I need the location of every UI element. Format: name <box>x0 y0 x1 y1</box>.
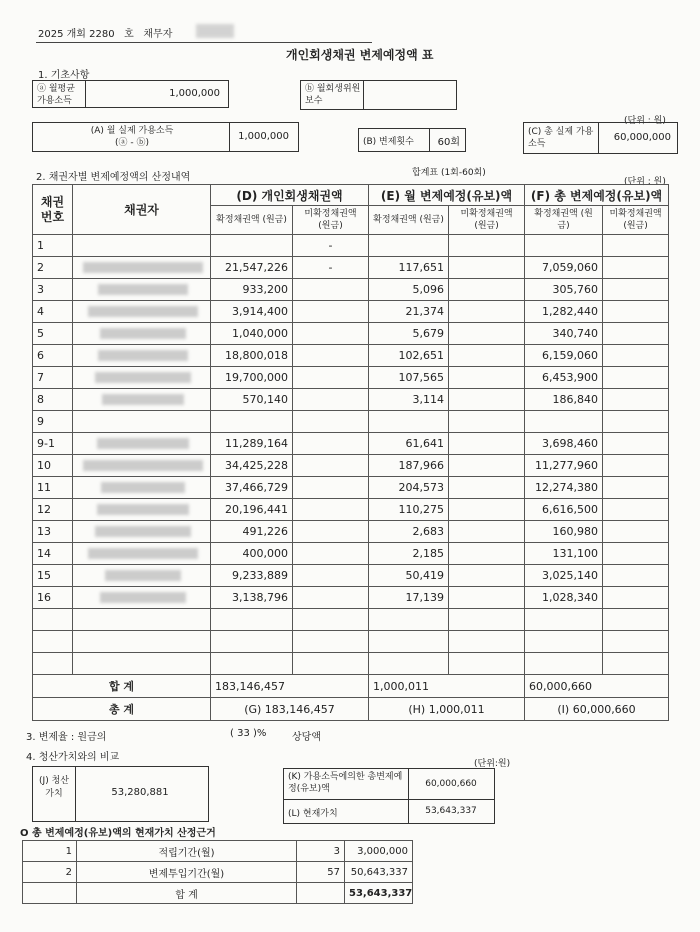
creditor-no: 12 <box>33 499 73 521</box>
f-confirmed: 1,282,440 <box>525 301 603 323</box>
col-creditor-no: 채권 번호 <box>33 185 73 235</box>
e-unconfirmed <box>449 543 525 565</box>
e-confirmed: 3,114 <box>369 389 449 411</box>
f-unconfirmed <box>603 565 669 587</box>
basis-table <box>22 840 413 904</box>
creditor-no: 6 <box>33 345 73 367</box>
unit-label-3: (단위:원) <box>474 759 511 769</box>
f-unconfirmed <box>603 367 669 389</box>
subtotal-d: 183,146,457 <box>211 675 369 698</box>
e-unconfirmed <box>449 367 525 389</box>
f-confirmed: 131,100 <box>525 543 603 565</box>
repayment-rate: ( 33 )% <box>230 728 267 739</box>
document-title: 개인회생채권 변제예정액 표 <box>286 48 434 62</box>
creditor-no: 2 <box>33 257 73 279</box>
e-confirmed: 107,565 <box>369 367 449 389</box>
creditor-no: 7 <box>33 367 73 389</box>
monthly-income-box <box>32 80 229 108</box>
case-number: 2025 개회 2280 호 채무자 <box>38 29 173 40</box>
l-label: (L) 현재가치 <box>288 809 338 819</box>
empty-row <box>33 653 669 675</box>
f-unconfirmed <box>603 301 669 323</box>
d-unconfirmed <box>293 499 369 521</box>
d-unconfirmed <box>293 323 369 345</box>
basis-heading: O 총 변제예정(유보)액의 현재가치 산정근거 <box>20 828 216 839</box>
table-row <box>33 235 669 257</box>
f-unconfirmed <box>603 521 669 543</box>
table-row <box>33 565 669 587</box>
e-unconfirmed <box>449 235 525 257</box>
f-confirmed: 7,059,060 <box>525 257 603 279</box>
basis-no: 1 <box>23 841 77 862</box>
basis-label: 변제투입기간(월) <box>77 862 297 883</box>
f-unconfirmed <box>603 389 669 411</box>
unit-label-1: (단위 : 원) <box>624 116 666 126</box>
creditor-name-redacted <box>73 411 211 433</box>
e-unconfirmed <box>449 279 525 301</box>
d-unconfirmed: - <box>293 257 369 279</box>
summary-note: 합계표 (1회-60회) <box>412 168 486 178</box>
sub-e-confirmed: 확정채권액 (원금) <box>369 206 449 235</box>
d-confirmed: 933,200 <box>211 279 293 301</box>
creditor-no: 8 <box>33 389 73 411</box>
e-unconfirmed <box>449 411 525 433</box>
f-confirmed: 6,159,060 <box>525 345 603 367</box>
creditor-name-redacted <box>73 455 211 477</box>
basis-total-label: 합 계 <box>77 883 297 904</box>
total-h: (H) 1,000,011 <box>369 698 525 721</box>
unit-label-2: (단위 : 원) <box>624 177 666 187</box>
f-confirmed: 186,840 <box>525 389 603 411</box>
creditor-name-redacted <box>73 587 211 609</box>
empty-row <box>33 631 669 653</box>
creditor-name-redacted <box>73 389 211 411</box>
e-unconfirmed <box>449 433 525 455</box>
d-unconfirmed <box>293 433 369 455</box>
table-row <box>33 279 669 301</box>
f-unconfirmed <box>603 323 669 345</box>
total-i: (I) 60,000,660 <box>525 698 669 721</box>
e-confirmed: 117,651 <box>369 257 449 279</box>
d-confirmed: 18,800,018 <box>211 345 293 367</box>
creditor-no: 10 <box>33 455 73 477</box>
box-a <box>32 122 299 152</box>
f-confirmed: 305,760 <box>525 279 603 301</box>
e-confirmed: 2,185 <box>369 543 449 565</box>
creditor-name-redacted <box>73 499 211 521</box>
b-value: 60회 <box>437 137 460 148</box>
f-unconfirmed <box>603 279 669 301</box>
box-c <box>523 122 678 154</box>
creditor-name-redacted <box>73 521 211 543</box>
table-row <box>33 543 669 565</box>
f-unconfirmed <box>603 543 669 565</box>
section3-heading: 3. 변제율 : 원금의 <box>26 732 107 743</box>
creditor-no: 5 <box>33 323 73 345</box>
f-confirmed: 6,453,900 <box>525 367 603 389</box>
creditor-name-redacted <box>73 433 211 455</box>
e-unconfirmed <box>449 587 525 609</box>
creditor-name-redacted <box>73 367 211 389</box>
f-unconfirmed <box>603 433 669 455</box>
d-confirmed: 491,226 <box>211 521 293 543</box>
c-label: (C) 총 실제 가용소득 <box>528 127 594 149</box>
d-unconfirmed <box>293 345 369 367</box>
c-value: 60,000,000 <box>613 132 671 143</box>
creditor-no: 14 <box>33 543 73 565</box>
e-unconfirmed <box>449 455 525 477</box>
e-unconfirmed <box>449 477 525 499</box>
f-confirmed <box>525 411 603 433</box>
creditor-table <box>32 184 669 721</box>
creditor-name-redacted <box>73 477 211 499</box>
creditor-no: 9-1 <box>33 433 73 455</box>
f-unconfirmed <box>603 477 669 499</box>
k-value: 60,000,660 <box>425 779 477 789</box>
basis-label: 적립기간(월) <box>77 841 297 862</box>
e-confirmed <box>369 235 449 257</box>
e-unconfirmed <box>449 499 525 521</box>
sub-f-confirmed: 확정채권액 (원금) <box>525 206 603 235</box>
e-unconfirmed <box>449 257 525 279</box>
d-confirmed: 3,914,400 <box>211 301 293 323</box>
f-unconfirmed <box>603 499 669 521</box>
d-unconfirmed <box>293 455 369 477</box>
box-kl <box>283 768 495 824</box>
a-label: (A) 월 실제 가용소득 <box>90 126 174 136</box>
creditor-name-redacted <box>73 345 211 367</box>
trustee-fee-label: ⓑ 월회생위원 보수 <box>305 84 361 106</box>
col-f: (F) 총 변제예정(유보)액 <box>525 185 669 206</box>
basis-no: 2 <box>23 862 77 883</box>
table-row <box>33 323 669 345</box>
d-confirmed: 19,700,000 <box>211 367 293 389</box>
f-confirmed: 12,274,380 <box>525 477 603 499</box>
creditor-name-redacted <box>73 543 211 565</box>
redacted-debtor-name <box>196 24 234 38</box>
d-unconfirmed <box>293 301 369 323</box>
creditor-name-redacted <box>73 235 211 257</box>
d-unconfirmed <box>293 411 369 433</box>
creditor-name-redacted <box>73 279 211 301</box>
monthly-income-label: ⓐ 월평균 가용소득 <box>37 84 75 106</box>
col-d: (D) 개인회생채권액 <box>211 185 369 206</box>
table-row <box>33 367 669 389</box>
e-unconfirmed <box>449 323 525 345</box>
e-confirmed: 61,641 <box>369 433 449 455</box>
f-unconfirmed <box>603 455 669 477</box>
f-confirmed <box>525 235 603 257</box>
e-unconfirmed <box>449 389 525 411</box>
section2-heading: 2. 채권자별 변제예정액의 산정내역 <box>36 172 191 183</box>
basis-months: 57 <box>297 862 345 883</box>
d-unconfirmed: - <box>293 235 369 257</box>
j-label: (J) 청산 가치 <box>39 776 69 799</box>
sub-d-unconfirmed: 미확정채권액 (원금) <box>293 206 369 235</box>
trustee-fee-box <box>300 80 457 110</box>
table-row <box>33 301 669 323</box>
e-confirmed: 102,651 <box>369 345 449 367</box>
basis-total-amount: 53,643,337 <box>345 883 413 904</box>
f-unconfirmed <box>603 235 669 257</box>
table-row <box>33 499 669 521</box>
basis-row <box>23 841 413 862</box>
e-confirmed: 2,683 <box>369 521 449 543</box>
creditor-no: 1 <box>33 235 73 257</box>
basis-months: 3 <box>297 841 345 862</box>
table-row <box>33 389 669 411</box>
f-confirmed: 6,616,500 <box>525 499 603 521</box>
f-confirmed: 340,740 <box>525 323 603 345</box>
e-confirmed: 5,096 <box>369 279 449 301</box>
d-confirmed: 3,138,796 <box>211 587 293 609</box>
d-confirmed: 20,196,441 <box>211 499 293 521</box>
d-confirmed: 9,233,889 <box>211 565 293 587</box>
f-unconfirmed <box>603 257 669 279</box>
a-formula: (ⓐ - ⓑ) <box>115 138 149 148</box>
d-unconfirmed <box>293 477 369 499</box>
header-rule <box>36 42 372 43</box>
creditor-no: 11 <box>33 477 73 499</box>
box-j <box>32 766 209 822</box>
a-value: 1,000,000 <box>238 131 289 142</box>
d-unconfirmed <box>293 587 369 609</box>
sub-d-confirmed: 확정채권액 (원금) <box>211 206 293 235</box>
basis-amount: 50,643,337 <box>345 862 413 883</box>
f-confirmed: 3,698,460 <box>525 433 603 455</box>
k-label: (K) 가용소득에의한 총변제예정(유보)액 <box>288 772 403 794</box>
f-unconfirmed <box>603 587 669 609</box>
e-unconfirmed <box>449 565 525 587</box>
box-b <box>358 128 466 152</box>
table-row <box>33 455 669 477</box>
d-confirmed: 21,547,226 <box>211 257 293 279</box>
e-confirmed: 50,419 <box>369 565 449 587</box>
creditor-name-redacted <box>73 323 211 345</box>
creditor-no: 9 <box>33 411 73 433</box>
table-row <box>33 257 669 279</box>
f-confirmed: 3,025,140 <box>525 565 603 587</box>
d-unconfirmed <box>293 389 369 411</box>
section1-heading: 1. 기초사항 <box>38 70 90 81</box>
creditor-no: 4 <box>33 301 73 323</box>
table-row <box>33 587 669 609</box>
basis-row <box>23 862 413 883</box>
f-confirmed: 11,277,960 <box>525 455 603 477</box>
sub-f-unconfirmed: 미확정채권액 (원금) <box>603 206 669 235</box>
table-row <box>33 345 669 367</box>
table-row <box>33 411 669 433</box>
e-unconfirmed <box>449 521 525 543</box>
table-row <box>33 433 669 455</box>
d-confirmed: 34,425,228 <box>211 455 293 477</box>
section4-heading: 4. 청산가치와의 비교 <box>26 752 120 763</box>
creditor-no: 3 <box>33 279 73 301</box>
d-confirmed <box>211 235 293 257</box>
subtotal-e: 1,000,011 <box>369 675 525 698</box>
col-e: (E) 월 변제예정(유보)액 <box>369 185 525 206</box>
d-confirmed: 400,000 <box>211 543 293 565</box>
total-g: (G) 183,146,457 <box>211 698 369 721</box>
l-value: 53,643,337 <box>425 806 477 816</box>
subtotal-label: 합 계 <box>33 675 211 698</box>
e-confirmed: 204,573 <box>369 477 449 499</box>
monthly-income-value: 1,000,000 <box>169 88 220 99</box>
d-confirmed: 570,140 <box>211 389 293 411</box>
empty-row <box>33 609 669 631</box>
d-unconfirmed <box>293 521 369 543</box>
basis-amount: 3,000,000 <box>345 841 413 862</box>
creditor-no: 15 <box>33 565 73 587</box>
e-confirmed: 5,679 <box>369 323 449 345</box>
d-unconfirmed <box>293 543 369 565</box>
d-unconfirmed <box>293 565 369 587</box>
d-confirmed: 1,040,000 <box>211 323 293 345</box>
d-unconfirmed <box>293 279 369 301</box>
d-unconfirmed <box>293 367 369 389</box>
e-confirmed: 187,966 <box>369 455 449 477</box>
total-label: 총 계 <box>33 698 211 721</box>
f-unconfirmed <box>603 345 669 367</box>
e-confirmed <box>369 411 449 433</box>
f-confirmed: 1,028,340 <box>525 587 603 609</box>
f-unconfirmed <box>603 411 669 433</box>
sub-e-unconfirmed: 미확정채권액 (원금) <box>449 206 525 235</box>
d-confirmed <box>211 411 293 433</box>
subtotal-f: 60,000,660 <box>525 675 669 698</box>
e-confirmed: 17,139 <box>369 587 449 609</box>
d-confirmed: 11,289,164 <box>211 433 293 455</box>
j-value: 53,280,881 <box>111 787 169 798</box>
table-row <box>33 477 669 499</box>
col-creditor-name: 채권자 <box>73 185 211 235</box>
d-confirmed: 37,466,729 <box>211 477 293 499</box>
e-confirmed: 21,374 <box>369 301 449 323</box>
repayment-rate-suffix: 상당액 <box>292 732 321 743</box>
creditor-no: 13 <box>33 521 73 543</box>
b-label: (B) 변제횟수 <box>363 137 414 147</box>
e-unconfirmed <box>449 301 525 323</box>
e-confirmed: 110,275 <box>369 499 449 521</box>
creditor-name-redacted <box>73 301 211 323</box>
e-unconfirmed <box>449 345 525 367</box>
creditor-name-redacted <box>73 257 211 279</box>
creditor-no: 16 <box>33 587 73 609</box>
f-confirmed: 160,980 <box>525 521 603 543</box>
table-row <box>33 521 669 543</box>
creditor-name-redacted <box>73 565 211 587</box>
